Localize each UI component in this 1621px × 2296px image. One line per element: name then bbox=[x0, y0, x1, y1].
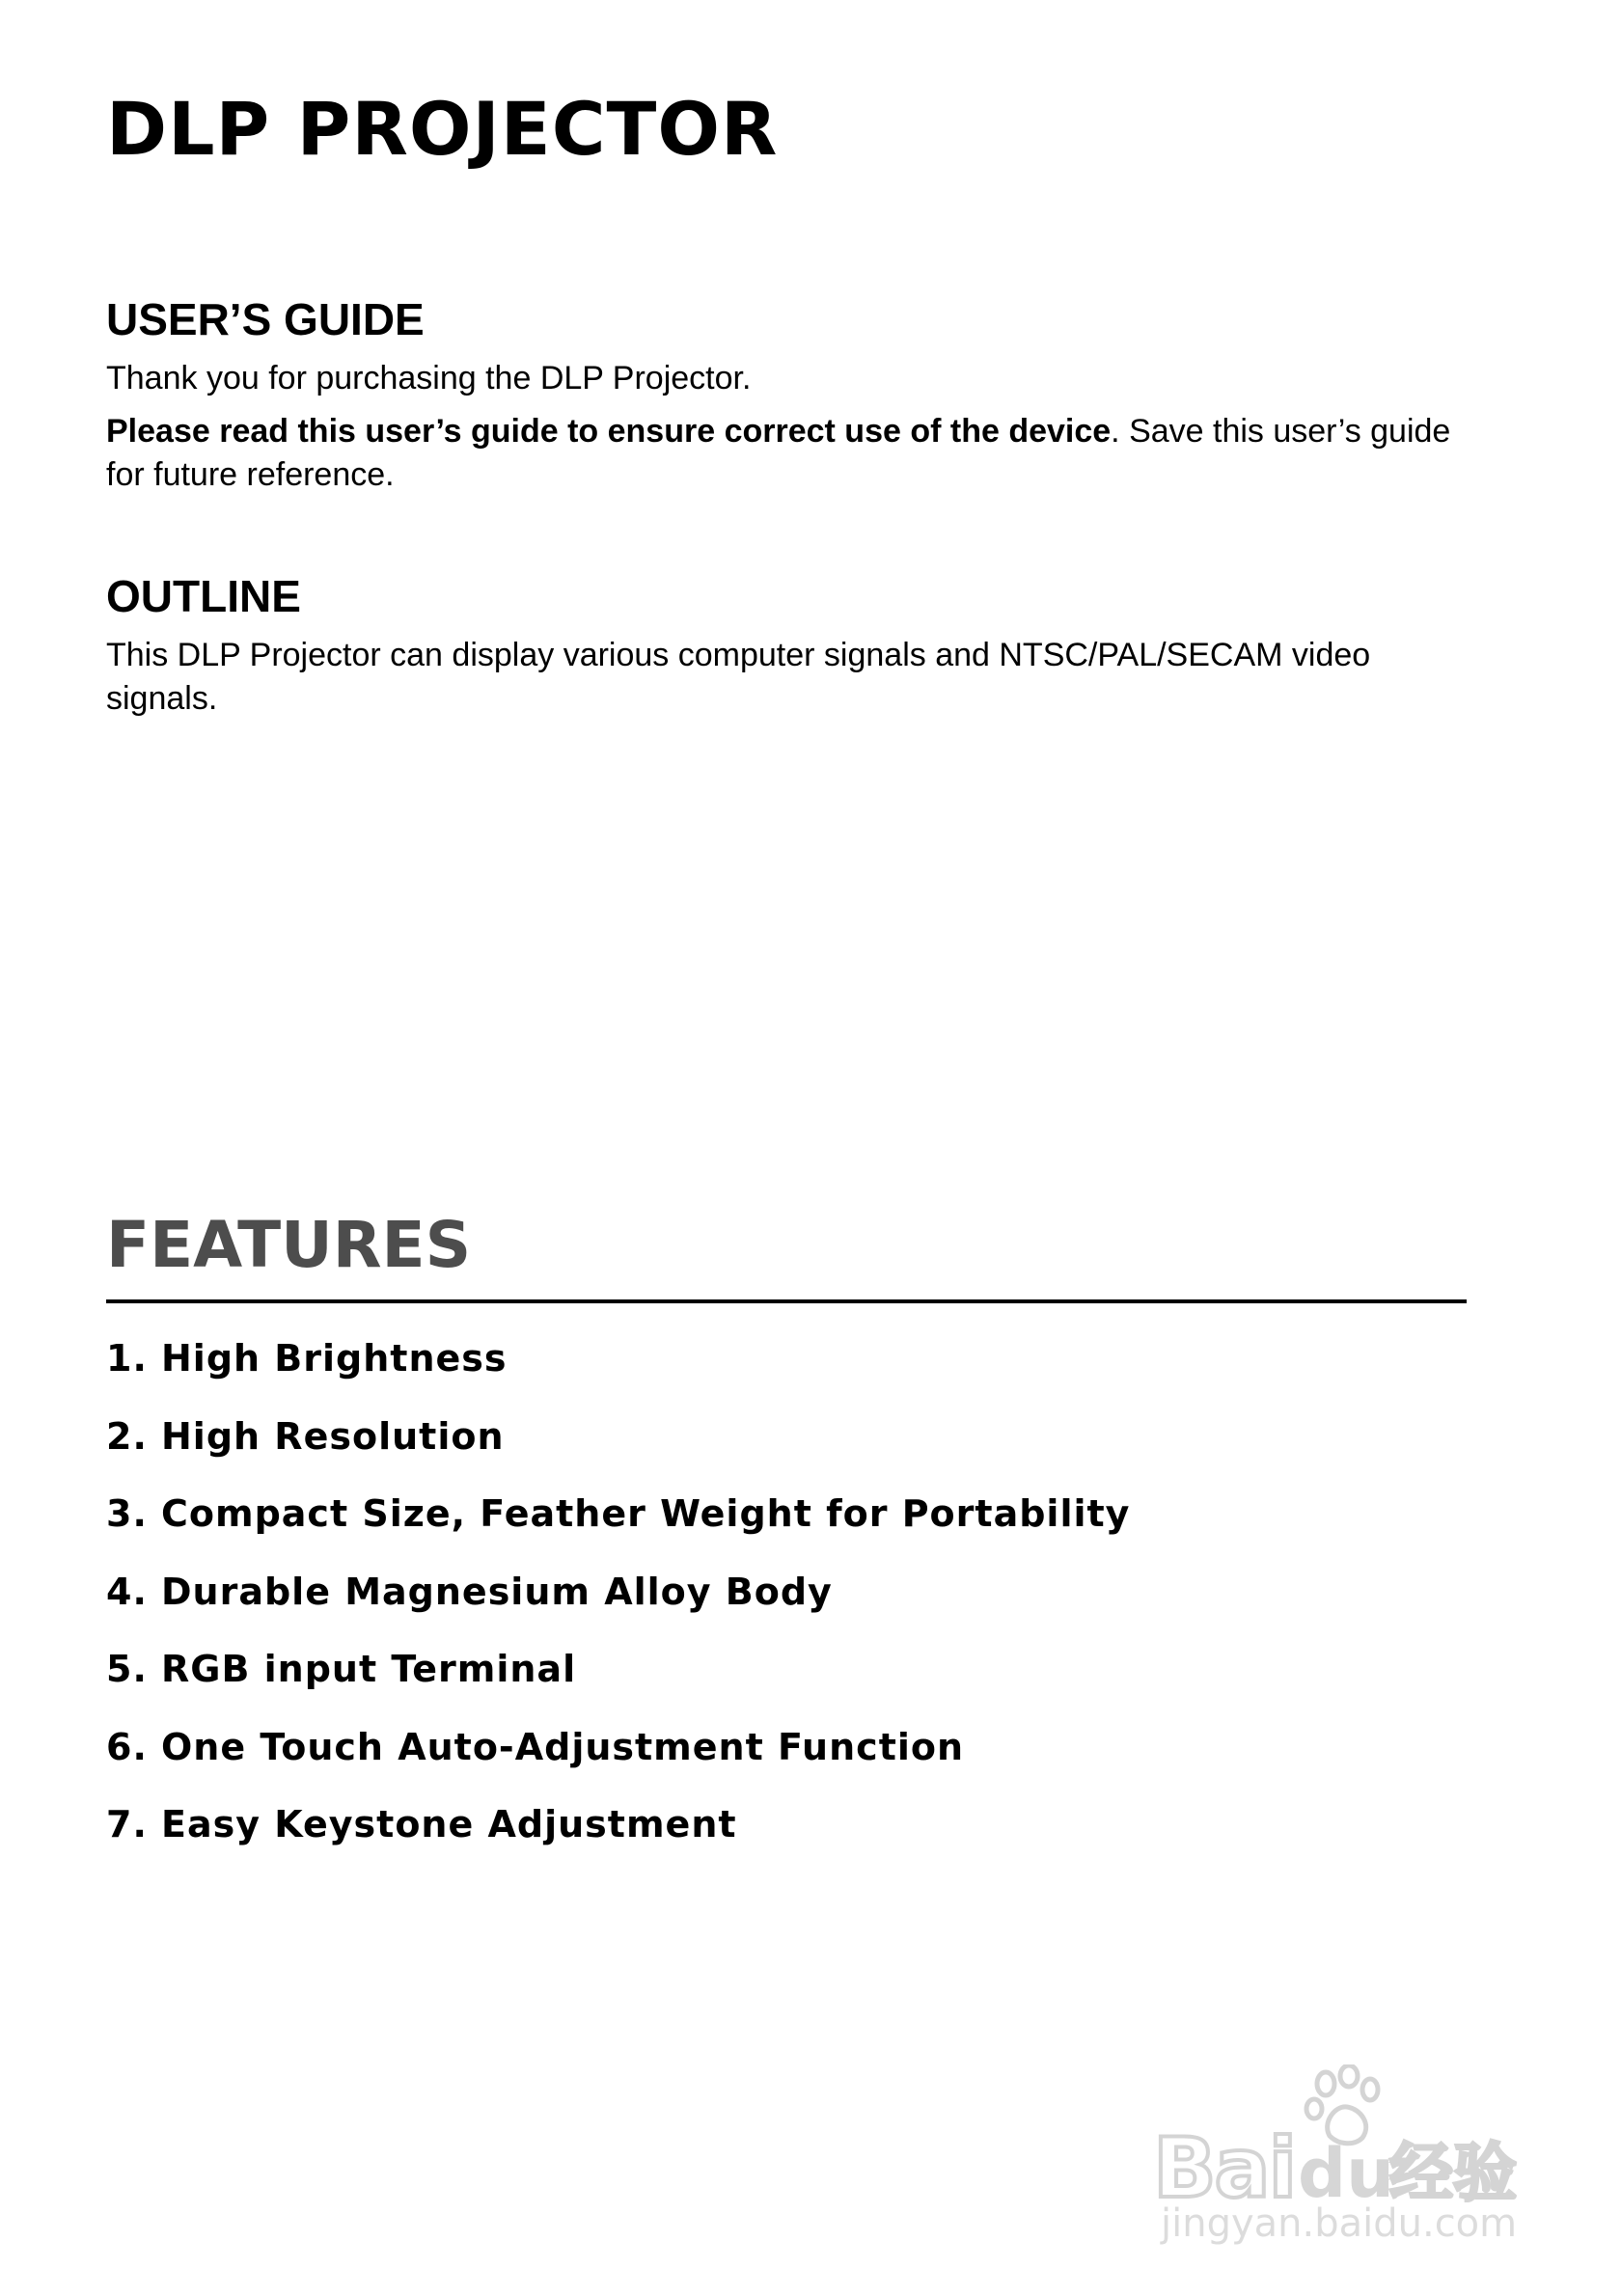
feature-label: RGB input Terminal bbox=[161, 1648, 577, 1691]
feature-item bbox=[106, 1708, 1130, 1787]
users-guide-instruction-rest: . Save this user’s guide for future reference. bbox=[106, 412, 1451, 493]
users-guide-intro: Thank you for purchasing the DLP Projector. bbox=[106, 359, 752, 396]
feature-item bbox=[106, 1398, 1130, 1476]
feature-item bbox=[106, 1320, 1130, 1398]
feature-item bbox=[106, 1475, 1130, 1553]
feature-item bbox=[106, 1553, 1130, 1631]
svg-text:经验: 经验 bbox=[1389, 2136, 1517, 2210]
feature-number: 1. bbox=[106, 1337, 148, 1380]
svg-text:Bai: Bai bbox=[1153, 2120, 1296, 2214]
users-guide-heading: USER’S GUIDE bbox=[106, 294, 425, 344]
baidu-jingyan-logo bbox=[1153, 2118, 1539, 2214]
baidu-watermark bbox=[1153, 2064, 1539, 2257]
users-guide-instruction bbox=[106, 410, 1467, 497]
watermark-url: jingyan.baidu.com bbox=[1161, 2201, 1518, 2246]
feature-number: 7. bbox=[106, 1803, 148, 1846]
features-heading: FEATURES bbox=[106, 1208, 472, 1282]
features-divider bbox=[106, 1299, 1467, 1303]
users-guide-instruction-bold: Please read this user’s guide to ensure correct use of the device bbox=[106, 412, 1112, 450]
users-guide-section bbox=[106, 294, 1467, 506]
feature-item bbox=[106, 1630, 1130, 1708]
feature-label: Easy Keystone Adjustment bbox=[161, 1803, 737, 1846]
outline-text: This DLP Projector can display various computer signals and NTSC/PAL/SECAM video signals. bbox=[106, 636, 1371, 717]
feature-number: 4. bbox=[106, 1570, 148, 1613]
feature-number: 3. bbox=[106, 1492, 148, 1536]
feature-label: Compact Size, Feather Weight for Portability bbox=[161, 1492, 1131, 1536]
outline-heading: OUTLINE bbox=[106, 571, 301, 621]
feature-label: High Brightness bbox=[161, 1337, 508, 1380]
feature-number: 6. bbox=[106, 1725, 148, 1768]
feature-label: Durable Magnesium Alloy Body bbox=[161, 1570, 833, 1613]
svg-text:du: du bbox=[1298, 2134, 1394, 2213]
outline-section bbox=[106, 571, 1467, 730]
features-list bbox=[106, 1320, 1130, 1864]
feature-label: High Resolution bbox=[161, 1414, 505, 1458]
feature-number: 5. bbox=[106, 1648, 148, 1691]
feature-number: 2. bbox=[106, 1414, 148, 1458]
feature-label: One Touch Auto-Adjustment Function bbox=[161, 1725, 965, 1768]
page-title: DLP PROJECTOR bbox=[106, 86, 779, 172]
feature-item bbox=[106, 1786, 1130, 1864]
